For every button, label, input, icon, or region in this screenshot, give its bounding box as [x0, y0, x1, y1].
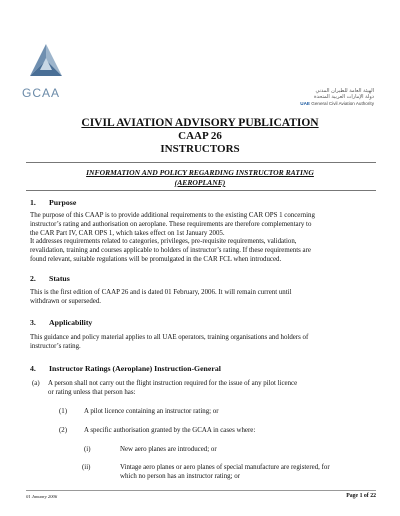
paragraph-applicability: [30, 334, 375, 352]
divider-top: [26, 162, 376, 163]
paragraph-status: [30, 289, 375, 307]
section-number: 3.: [30, 318, 36, 327]
list-subitem-ii: [120, 464, 376, 482]
list-subitem-ii-marker: (ii): [82, 464, 91, 471]
section-heading-applicability: [30, 318, 92, 327]
subtitle-line-2: (AEROPLANE): [174, 178, 226, 187]
text-line: The purpose of this CAAP is to provide additional requirements to the existing CAR OPS 1 concerning: [30, 212, 315, 219]
section-title: Instructor Ratings (Aeroplane) Instruction-General: [49, 364, 221, 373]
footer-date: 01 January 2006: [26, 494, 58, 499]
list-subitem-i-marker: (i): [84, 446, 91, 453]
document-title: CIVIL AVIATION ADVISORY PUBLICATION: [81, 117, 319, 129]
text-line: It addresses requirements related to categories, privileges, pre-requisite requirements, validation,: [30, 238, 297, 246]
document-code: CAAP 26: [178, 130, 222, 142]
section-number: 2.: [30, 274, 36, 283]
arabic-line-1: الهيئة العامة للطيران المدني: [315, 88, 374, 94]
footer-divider: [26, 490, 376, 491]
section-heading-instructor-ratings: [30, 364, 221, 373]
list-item-1-marker: (1): [59, 408, 68, 415]
text-line: instructor’s rating.: [30, 342, 81, 350]
text-line: instructor’s rating and authorisation on aeroplane. These requirements are therefore complementary to: [30, 220, 312, 228]
text-line: found relevant, suitable regulations will be promulgated in the CAR FCL when introduced.: [30, 255, 282, 263]
authority-name: [300, 101, 374, 106]
document-topic: INSTRUCTORS: [160, 143, 240, 155]
list-item-2: A specific authorisation granted by the GCAA in cases where:: [84, 427, 256, 434]
text-line: A person shall not carry out the flight instruction required for the issue of any pilot licence: [48, 380, 298, 387]
list-subitem-i: New aero planes are introduced; or: [120, 446, 217, 453]
section-number: 1.: [30, 198, 36, 207]
divider-bottom: [26, 190, 376, 191]
text-line: revalidation, training and courses applicable to holders of instructor’s rating. If these requirements are: [30, 247, 311, 255]
authority-bold: UAE: [300, 101, 310, 106]
list-item-a-marker: (a): [32, 380, 40, 387]
text-line: which no person has an instructor rating; or: [120, 472, 240, 480]
list-item-1: A pilot licence containing an instructor rating; or: [84, 408, 219, 415]
list-item-a: [48, 380, 375, 398]
text-line: or rating unless that person has:: [48, 388, 136, 396]
subtitle-line-1: INFORMATION AND POLICY REGARDING INSTRUCTOR RATING: [86, 168, 314, 177]
text-line: withdrawn or superseded.: [30, 297, 101, 305]
text-line: the CAR Part IV, CAR OPS 1, which takes effect on 1st January 2005.: [30, 229, 225, 237]
list-item-2-marker: (2): [59, 427, 68, 434]
section-heading-status: [30, 274, 70, 283]
text-line: Vintage aero planes or aero planes of special manufacture are registered, for: [120, 464, 330, 471]
section-heading-purpose: [30, 198, 76, 207]
section-title: Purpose: [49, 198, 77, 207]
authority-rest: General Civil Aviation Authority: [309, 101, 374, 106]
logo-text: GCAA: [22, 86, 61, 100]
paragraph-purpose: [30, 212, 375, 265]
section-number: 4.: [30, 364, 36, 373]
gcaa-logo-icon: [26, 40, 66, 80]
arabic-authority-name: [264, 88, 374, 100]
section-title: Status: [49, 274, 70, 283]
text-line: This guidance and policy material applies to all UAE operators, training organisations and holders of: [30, 334, 309, 341]
text-line: This is the first edition of CAAP 26 and is dated 01 February, 2006. It will remain current until: [30, 289, 292, 296]
section-title: Applicability: [49, 318, 93, 327]
page-number: Page 1 of 22: [346, 493, 376, 499]
arabic-line-2: دولة الإمارات العربية المتحدة: [313, 94, 374, 100]
